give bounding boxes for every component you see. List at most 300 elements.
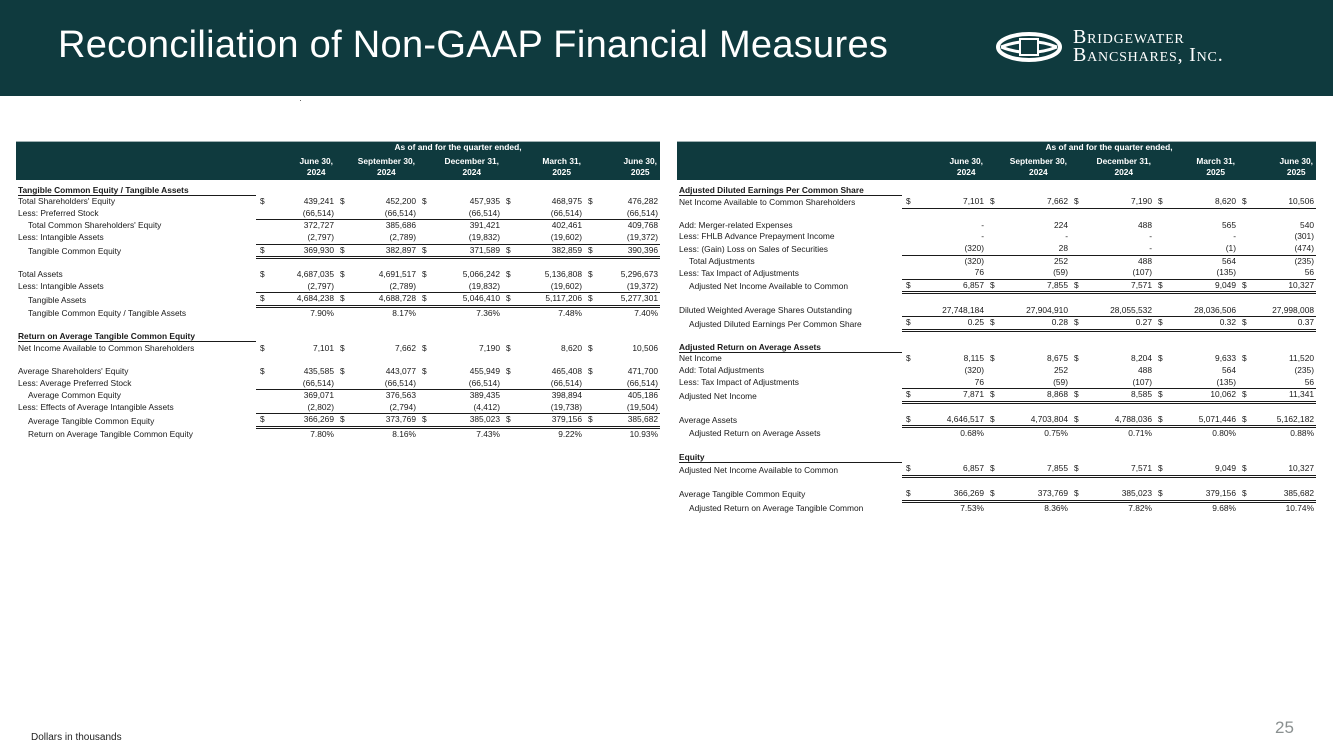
dollar-sign: $ — [1238, 196, 1252, 208]
row-label: Total Adjustments — [689, 255, 755, 266]
dollar-sign — [1154, 427, 1168, 440]
dollar-sign — [584, 208, 598, 220]
column-header-text — [542, 156, 581, 177]
section-title-cell — [677, 185, 902, 197]
dollar-sign — [336, 232, 350, 244]
dollar-sign: $ — [418, 414, 432, 428]
dollar-sign: $ — [986, 317, 1000, 331]
column-header-date: September 30, — [1009, 156, 1067, 167]
column-header-date: December 31, — [1096, 156, 1151, 167]
blank-row — [16, 258, 660, 270]
value-cell: 0.25 — [916, 317, 986, 331]
dollar-sign — [902, 377, 916, 389]
value-cell: 0.28 — [1000, 317, 1070, 331]
table-row — [16, 390, 660, 402]
column-header-year: 2025 — [630, 166, 650, 177]
header-blank-cell — [16, 142, 256, 154]
dollar-sign — [1154, 365, 1168, 377]
dollar-sign: $ — [260, 366, 265, 376]
company-logo — [995, 26, 1295, 70]
blank-cell — [16, 258, 660, 270]
value-cell: 10,506 — [632, 342, 659, 353]
value-cell: 7.82% — [1128, 502, 1152, 513]
value-cell: 5,117,206 — [516, 293, 584, 307]
value-cell: (320) — [964, 365, 984, 375]
value-cell: 369,071 — [303, 390, 334, 401]
value-cell: 409,768 — [627, 220, 659, 231]
value-cell: 4,688,728 — [350, 293, 418, 307]
dollar-sign — [1238, 427, 1252, 440]
table-row — [677, 196, 1316, 208]
dollar-sign — [1070, 255, 1084, 267]
section-row — [16, 185, 660, 197]
value-cell: 369,930 — [270, 244, 336, 258]
row-label: Net Income Available to Common Shareholders — [18, 342, 195, 353]
value-cell: 564 — [1222, 365, 1236, 375]
dollar-sign — [336, 281, 350, 293]
value-cell: 7,871 — [916, 389, 986, 403]
value-cell: 8,585 — [1084, 389, 1154, 403]
value-cell: 7,855 — [1000, 279, 1070, 293]
logo-text — [1073, 28, 1224, 64]
column-header-text — [358, 156, 415, 177]
dollar-sign: $ — [256, 244, 270, 258]
column-header-text — [1196, 156, 1235, 177]
dollar-sign: $ — [340, 366, 345, 376]
dollar-sign — [1238, 305, 1252, 317]
table-row — [16, 378, 660, 390]
row-label: Tangible Common Equity — [28, 246, 122, 257]
column-header-year: 2024 — [462, 166, 482, 177]
dollar-sign — [418, 232, 432, 244]
table-row — [677, 488, 1316, 501]
dollar-sign — [502, 232, 516, 244]
value-cell: (59) — [1000, 267, 1070, 279]
row-label: Adjusted Net Income Available to Common — [679, 464, 839, 475]
value-cell: (2,797) — [270, 281, 336, 293]
dollar-sign: $ — [902, 463, 916, 476]
value-cell: 7,662 — [395, 342, 416, 353]
table-row — [677, 255, 1316, 267]
value-cell: (107) — [1084, 267, 1154, 279]
dollar-sign — [1238, 220, 1252, 232]
dollar-sign — [584, 281, 598, 293]
dollar-sign — [1070, 501, 1084, 514]
row-label: Less: Tax Impact of Adjustments — [679, 377, 799, 388]
table-row — [16, 208, 660, 220]
dollar-sign — [336, 220, 350, 232]
section-filler — [256, 331, 660, 343]
dollar-sign — [1070, 220, 1084, 232]
dollar-sign — [256, 281, 270, 293]
column-header-year: 2024 — [377, 166, 396, 177]
dollar-sign — [902, 501, 916, 514]
value-cell: 6,857 — [916, 279, 986, 293]
dollar-sign: $ — [1070, 389, 1084, 403]
dollar-sign — [584, 220, 598, 232]
column-header-date: December 31, — [444, 156, 499, 167]
value-cell: 457,935 — [469, 196, 500, 207]
dollar-sign — [1238, 267, 1252, 279]
stray-dot — [300, 100, 301, 101]
page-number: 25 — [1275, 718, 1294, 737]
value-cell: (2,789) — [350, 281, 418, 293]
value-cell: (2,789) — [350, 232, 418, 244]
value-cell: 27,748,184 — [916, 305, 986, 317]
value-cell: 8,204 — [1131, 353, 1152, 364]
dollar-sign: $ — [902, 389, 916, 403]
section-filler — [902, 185, 1316, 197]
dollar-sign — [256, 402, 270, 414]
value-cell: 7.90% — [310, 308, 334, 319]
value-cell: (2,802) — [270, 402, 336, 414]
row-label: Tangible Assets — [28, 294, 87, 305]
value-cell: 371,589 — [432, 244, 502, 258]
column-header-row — [16, 154, 660, 180]
row-label: Average Tangible Common Equity — [679, 489, 806, 500]
dollar-sign — [502, 281, 516, 293]
blank-cell — [16, 320, 660, 332]
column-header-text — [1097, 156, 1151, 177]
dollar-sign — [418, 220, 432, 232]
value-cell: 0.32 — [1168, 317, 1238, 331]
value-cell: 439,241 — [303, 196, 334, 207]
dollar-sign — [336, 307, 350, 320]
value-cell: (301) — [1294, 231, 1315, 242]
dollar-sign — [986, 255, 1000, 267]
column-header — [584, 154, 660, 180]
value-cell: (66,514) — [516, 208, 584, 220]
value-cell: 7.48% — [558, 308, 582, 319]
row-label: Average Assets — [679, 415, 738, 426]
dollar-sign — [1154, 231, 1168, 243]
dollar-sign: $ — [422, 342, 427, 353]
value-cell: 9.68% — [1212, 502, 1236, 513]
dollar-sign — [418, 378, 432, 390]
value-cell: 4,788,036 — [1084, 414, 1154, 427]
value-cell: 9,049 — [1168, 463, 1238, 476]
dollar-sign: $ — [990, 353, 995, 364]
value-cell: 76 — [916, 267, 986, 279]
value-cell: - — [1084, 243, 1154, 255]
dollar-sign — [1070, 305, 1084, 317]
column-header-date: June 30, — [949, 156, 983, 167]
value-cell: 5,066,242 — [462, 269, 500, 280]
dollar-sign: $ — [506, 366, 511, 376]
dollar-sign — [584, 390, 598, 402]
value-cell: (107) — [1084, 377, 1154, 389]
row-label: Tangible Common Equity / Tangible Assets — [28, 308, 187, 319]
value-cell: 385,023 — [1084, 488, 1154, 501]
dollar-sign: $ — [1070, 414, 1084, 427]
dollar-sign — [1070, 243, 1084, 255]
value-cell: 56 — [1252, 267, 1316, 279]
row-label: Diluted Weighted Average Shares Outstanding — [679, 305, 852, 316]
blank-cell — [677, 208, 1316, 220]
value-cell: 9,633 — [1215, 353, 1236, 364]
column-header — [418, 154, 502, 180]
value-cell: 379,156 — [516, 414, 584, 428]
dollar-sign — [1238, 231, 1252, 243]
section-title-cell — [16, 331, 256, 343]
section-filler — [902, 342, 1316, 354]
value-cell: - — [1065, 231, 1068, 242]
table-row — [677, 353, 1316, 365]
dollar-sign: $ — [1154, 196, 1168, 208]
dollar-sign: $ — [588, 342, 593, 353]
table-row — [16, 427, 660, 440]
column-header-date: September 30, — [357, 156, 415, 167]
column-header-year: 2024 — [306, 166, 326, 177]
value-cell: 0.68% — [960, 428, 984, 439]
dollar-sign — [502, 307, 516, 320]
dollar-sign: $ — [902, 488, 916, 501]
value-cell: 5,071,446 — [1168, 414, 1238, 427]
dollar-sign — [418, 427, 432, 440]
value-cell: 4,691,517 — [378, 269, 416, 280]
column-header — [1070, 154, 1154, 180]
value-cell: 7.43% — [476, 428, 500, 439]
table-row — [16, 232, 660, 244]
value-cell: 488 — [1138, 255, 1152, 266]
dollar-sign — [1070, 267, 1084, 279]
column-header — [1238, 154, 1316, 180]
value-cell: 252 — [1054, 365, 1068, 375]
value-cell: 5,046,410 — [432, 293, 502, 307]
dollar-sign — [256, 378, 270, 390]
value-cell: 476,282 — [627, 196, 659, 207]
value-cell: 8,675 — [1047, 353, 1068, 364]
dollar-sign — [418, 402, 432, 414]
dollar-sign: $ — [256, 414, 270, 428]
row-label: Less: Intangible Assets — [18, 232, 104, 243]
dollar-sign — [418, 390, 432, 402]
value-cell: 390,396 — [598, 244, 660, 258]
value-cell: 11,341 — [1252, 389, 1316, 403]
blank-row — [677, 476, 1316, 488]
row-label: Add: Total Adjustments — [679, 365, 765, 375]
value-cell: 11,520 — [1289, 353, 1315, 364]
dollar-sign — [502, 427, 516, 440]
dollar-sign — [1154, 220, 1168, 232]
table-row — [16, 244, 660, 258]
value-cell: (19,738) — [516, 402, 584, 414]
dollar-sign: $ — [584, 244, 598, 258]
value-cell: 5,162,182 — [1252, 414, 1316, 427]
dollar-sign: $ — [1238, 414, 1252, 427]
dollar-sign — [336, 427, 350, 440]
dollar-sign: $ — [986, 389, 1000, 403]
column-header — [902, 154, 986, 180]
value-cell: 8,868 — [1000, 389, 1070, 403]
table-row — [677, 414, 1316, 427]
dollar-sign: $ — [506, 196, 511, 207]
dollar-sign — [584, 402, 598, 414]
blank-row — [16, 320, 660, 332]
dollar-sign — [1238, 243, 1252, 255]
value-cell: 27,904,910 — [1000, 305, 1070, 317]
table-row — [677, 427, 1316, 440]
dollar-sign: $ — [336, 293, 350, 307]
column-header-row — [677, 154, 1316, 180]
table-row — [16, 196, 660, 208]
table-row — [16, 366, 660, 378]
dollar-sign — [986, 243, 1000, 255]
dollar-sign — [336, 378, 350, 390]
value-cell: 10,327 — [1252, 463, 1316, 476]
column-header-text — [623, 156, 657, 177]
dollar-sign — [418, 281, 432, 293]
value-cell: 7,190 — [479, 342, 500, 353]
value-cell: 10.74% — [1285, 502, 1315, 513]
column-header-year: 2025 — [552, 166, 571, 177]
dollar-sign: $ — [584, 293, 598, 307]
dollar-sign: $ — [588, 269, 593, 280]
dollar-sign — [902, 267, 916, 279]
value-cell: 7,855 — [1000, 463, 1070, 476]
column-header-text — [1279, 156, 1313, 177]
bridge-logo-icon — [995, 30, 1063, 64]
value-cell: 540 — [1300, 219, 1315, 230]
value-cell: 372,727 — [303, 220, 334, 231]
section-title-cell — [677, 342, 902, 354]
table-row — [16, 293, 660, 307]
table-row — [677, 365, 1316, 377]
value-cell: 7,662 — [1000, 196, 1070, 208]
dollar-sign — [986, 365, 1000, 377]
section-title: Return on Average Tangible Common Equity — [18, 331, 256, 342]
value-cell: (19,832) — [432, 281, 502, 293]
value-cell: 56 — [1252, 377, 1316, 389]
dollar-sign — [418, 208, 432, 220]
footnote: Dollars in thousands — [31, 732, 122, 743]
dollar-sign: $ — [906, 353, 911, 364]
table-row — [677, 267, 1316, 279]
dollar-sign: $ — [1070, 317, 1084, 331]
dollar-sign: $ — [1154, 317, 1168, 331]
dollar-sign — [902, 243, 916, 255]
dollar-sign — [502, 220, 516, 232]
dollar-sign: $ — [340, 196, 345, 207]
dollar-sign: $ — [986, 414, 1000, 427]
dollar-sign: $ — [1154, 389, 1168, 403]
dollar-sign — [902, 220, 916, 232]
value-cell: 455,949 — [469, 366, 500, 376]
column-header-date: June 30, — [1279, 156, 1314, 167]
dollar-sign: $ — [336, 414, 350, 428]
blank-row — [677, 208, 1316, 220]
dollar-sign — [986, 231, 1000, 243]
dollar-sign: $ — [588, 366, 593, 376]
value-cell: (66,514) — [598, 208, 660, 220]
column-header-text — [949, 156, 983, 177]
value-cell: 7.36% — [476, 308, 500, 319]
dollar-sign: $ — [260, 342, 265, 353]
group-header-row — [677, 142, 1316, 154]
value-cell: 6,857 — [916, 463, 986, 476]
dollar-sign: $ — [418, 293, 432, 307]
dollar-sign: $ — [260, 269, 265, 280]
dollar-sign — [336, 390, 350, 402]
value-cell: 27,998,008 — [1252, 305, 1316, 317]
section-title: Adjusted Diluted Earnings Per Common Share — [679, 185, 902, 196]
dollar-sign: $ — [986, 196, 1000, 208]
dollar-sign: $ — [260, 196, 265, 207]
dollar-sign: $ — [1154, 463, 1168, 476]
dollar-sign — [1154, 255, 1168, 267]
value-cell: (66,514) — [432, 378, 502, 390]
value-cell: 4,703,804 — [1000, 414, 1070, 427]
section-title-cell — [677, 452, 902, 464]
value-cell: 28,036,506 — [1168, 305, 1238, 317]
value-cell: - — [1149, 231, 1152, 242]
value-cell: 10.93% — [629, 428, 659, 439]
dollar-sign: $ — [902, 414, 916, 427]
value-cell: 385,686 — [385, 220, 416, 231]
row-label: Average Common Equity — [28, 390, 121, 401]
value-cell: (2,794) — [350, 402, 418, 414]
dollar-sign: $ — [1070, 488, 1084, 501]
dollar-sign: $ — [584, 414, 598, 428]
row-label: Adjusted Net Income Available to Common — [689, 281, 849, 292]
row-label: Average Shareholders' Equity — [18, 366, 129, 376]
row-label: Less: Preferred Stock — [18, 208, 99, 219]
value-cell: (235) — [1294, 255, 1315, 266]
value-cell: (66,514) — [270, 378, 336, 390]
section-row — [677, 452, 1316, 464]
dollar-sign — [1154, 267, 1168, 279]
value-cell: 0.80% — [1212, 428, 1236, 439]
value-cell: (66,514) — [432, 208, 502, 220]
value-cell: 8,620 — [1168, 196, 1238, 208]
column-header-year: 2025 — [1206, 166, 1225, 177]
column-header-year: 2024 — [956, 166, 976, 177]
table-row — [677, 220, 1316, 232]
value-cell: 385,682 — [598, 414, 660, 428]
value-cell: (66,514) — [350, 378, 418, 390]
value-cell: (66,514) — [270, 208, 336, 220]
dollar-sign: $ — [902, 279, 916, 293]
value-cell: 7,101 — [313, 342, 334, 353]
value-cell: 9,049 — [1168, 279, 1238, 293]
table-row — [677, 305, 1316, 317]
dollar-sign: $ — [1238, 279, 1252, 293]
value-cell: 8.16% — [392, 428, 416, 439]
header-bar — [0, 0, 1333, 96]
value-cell: (19,372) — [598, 281, 660, 293]
value-cell: 405,186 — [627, 390, 659, 401]
dollar-sign: $ — [986, 488, 1000, 501]
dollar-sign — [336, 402, 350, 414]
column-header-date: June 30, — [299, 156, 333, 167]
dollar-sign: $ — [340, 342, 345, 353]
table-row — [16, 269, 660, 281]
page-title: Reconciliation of Non-GAAP Financial Measures — [58, 24, 889, 66]
value-cell: 382,897 — [350, 244, 418, 258]
blank-cell — [677, 476, 1316, 488]
value-cell: 7,101 — [916, 196, 986, 208]
column-header-date: March 31, — [542, 156, 581, 167]
value-cell: 373,769 — [350, 414, 418, 428]
header-blank-cell — [16, 154, 256, 180]
value-cell: (19,602) — [516, 232, 584, 244]
column-header — [256, 154, 336, 180]
value-cell: 443,077 — [385, 366, 416, 376]
value-cell: 373,769 — [1000, 488, 1070, 501]
dollar-sign — [418, 307, 432, 320]
dollar-sign — [256, 232, 270, 244]
column-header-date: March 31, — [1196, 156, 1235, 167]
